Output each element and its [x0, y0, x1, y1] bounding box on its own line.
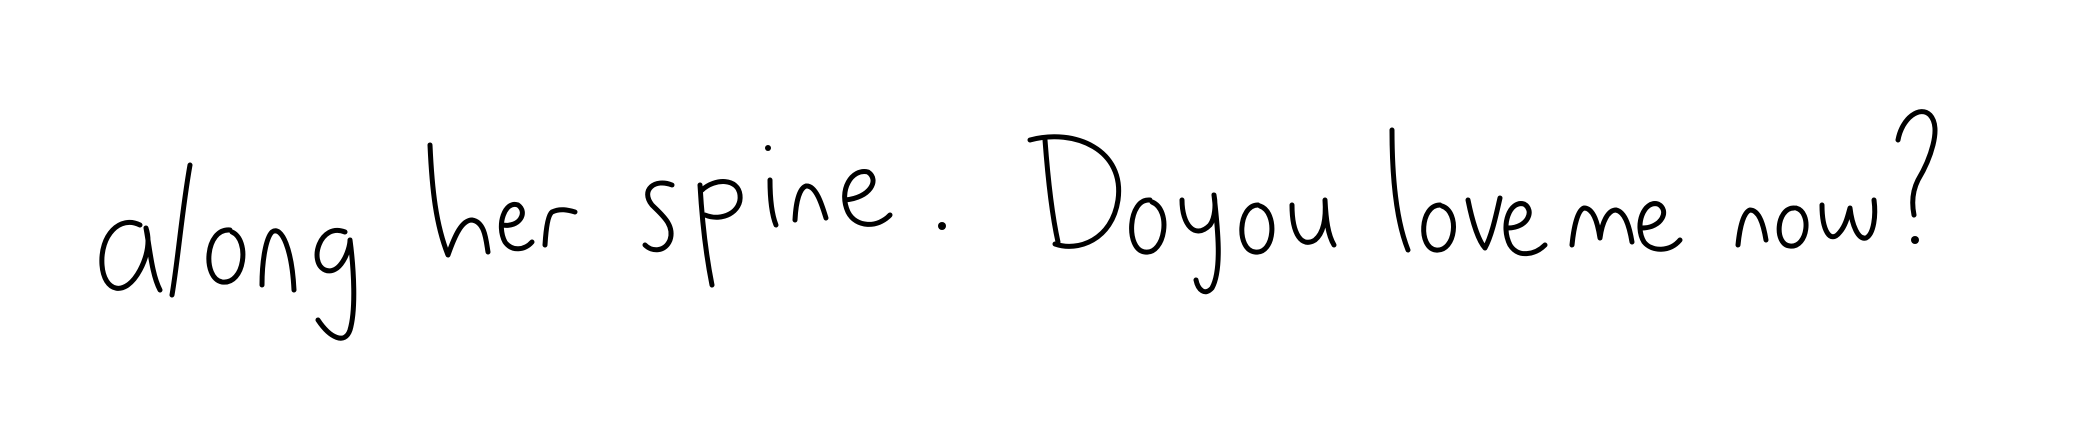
- word-do: [1030, 137, 1164, 252]
- word-along: [102, 165, 354, 338]
- word-now: [1738, 112, 1935, 247]
- word-love: [1392, 130, 1545, 254]
- word-me: [1572, 204, 1680, 250]
- word-spine: [645, 145, 946, 285]
- word-her: [430, 145, 575, 255]
- word-you: [1182, 195, 1334, 292]
